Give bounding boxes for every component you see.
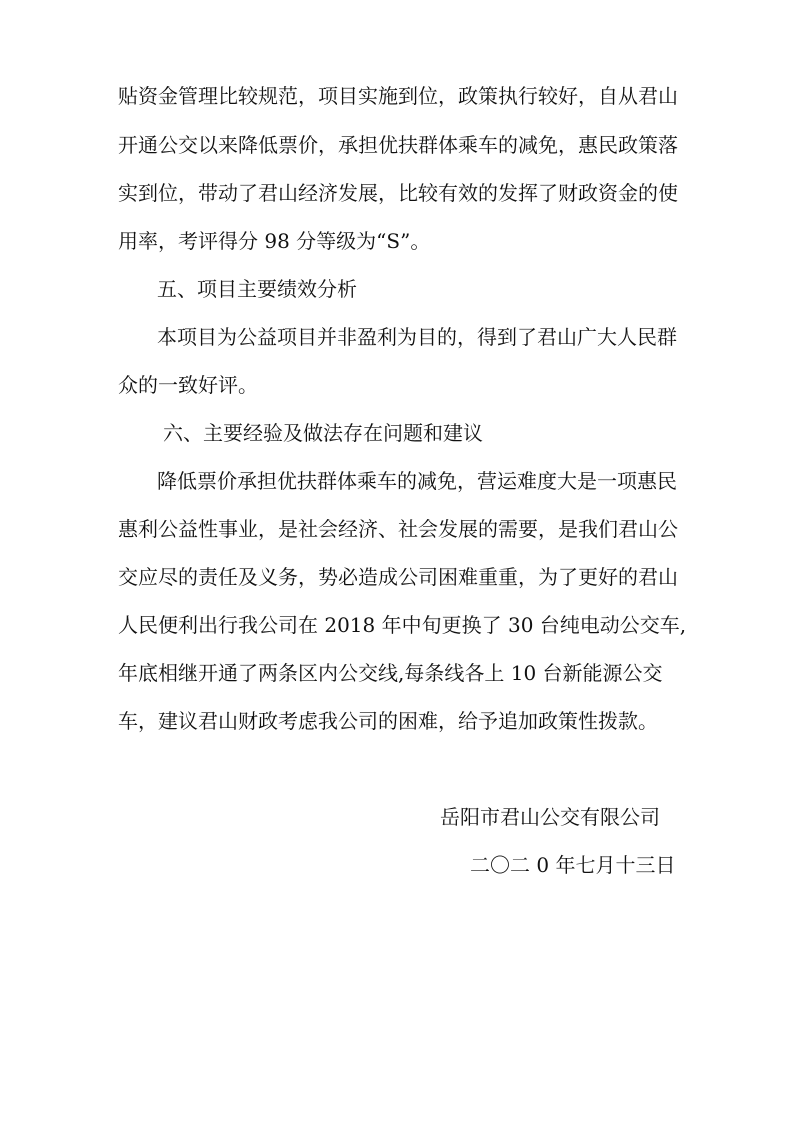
text-line: 贴资金管理比较规范，项目实施到位，政策执行较好，自从君山 [118, 84, 678, 108]
text-line: 实到位，带动了君山经济发展，比较有效的发挥了财政资金的使 [118, 181, 678, 205]
text-line: 本项目为公益项目并非盈利为目的，得到了君山广大人民群 [157, 325, 677, 349]
text-line: 众的一致好评。 [118, 373, 258, 397]
text-line: 人民便利出行我公司在 2018 年中旬更换了 30 台纯电动公交车, [118, 613, 687, 637]
text-line: 开通公交以来降低票价，承担优扶群体乘车的减免，惠民政策落 [118, 133, 678, 157]
document-date: 二〇二 0 年七月十三日 [470, 853, 676, 877]
text-line: 年底相继开通了两条区内公交线,每条线各上 10 台新能源公交 [118, 661, 663, 685]
text-line: 车，建议君山财政考虑我公司的困难，给予追加政策性拨款。 [118, 709, 658, 733]
section-heading: 五、项目主要绩效分析 [157, 277, 357, 301]
text-line: 交应尽的责任及义务，势必造成公司困难重重，为了更好的君山 [118, 565, 678, 589]
text-line: 用率，考评得分 98 分等级为“S”。 [118, 229, 431, 253]
text-line: 惠利公益性事业，是社会经济、社会发展的需要，是我们君山公 [118, 517, 678, 541]
company-name: 岳阳市君山公交有限公司 [440, 805, 660, 829]
section-heading: 六、主要经验及做法存在问题和建议 [163, 421, 483, 445]
text-line: 降低票价承担优扶群体乘车的减免，营运难度大是一项惠民 [157, 469, 677, 493]
